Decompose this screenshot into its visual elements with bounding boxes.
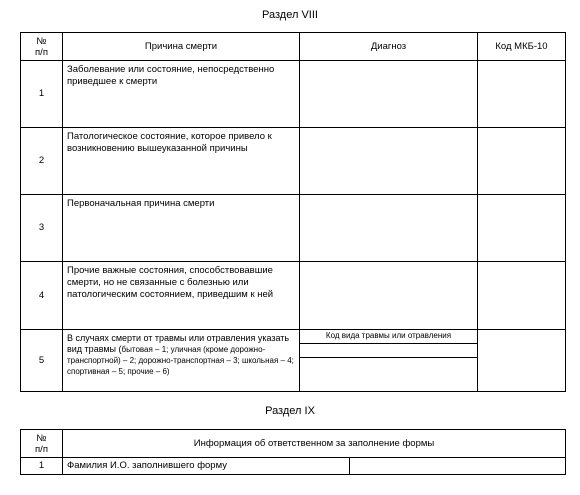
row-cause-trauma (63, 330, 300, 392)
row-number: 1 (21, 458, 63, 475)
header-num: № п/п (21, 430, 63, 458)
responsible-name-cell[interactable] (350, 458, 566, 475)
table-row (21, 61, 566, 128)
row-cause: Прочие важные состояния, способствовавшие смерти, но не связанные с болезнью или патологическим состоянием, приведшим к ней (63, 262, 300, 330)
diagnosis-cell[interactable] (300, 262, 478, 330)
table-row (21, 262, 566, 330)
trauma-code-label: Код вида травмы или отравления (300, 330, 477, 344)
section-title-viii: Раздел VIII (262, 9, 318, 21)
diagnosis-cell[interactable] (300, 128, 478, 195)
row-cause: Первоначальная причина смерти (63, 195, 300, 262)
diagnosis-cell[interactable] (300, 61, 478, 128)
trauma-types: бытовая – 1; уличная (кроме дорожно-транспортной) – 2; дорожно-транспортная – 3; школьная – 4; спортивная – 5; прочие – 6) (67, 345, 294, 376)
row-label: Фамилия И.О. заполнившего форму (63, 458, 350, 475)
row-number: 4 (21, 262, 63, 330)
trauma-code-cell (300, 330, 478, 392)
icd-code-cell[interactable] (478, 195, 566, 262)
header-cause: Причина смерти (63, 33, 300, 61)
icd-code-cell[interactable] (478, 128, 566, 195)
table-row (21, 195, 566, 262)
table-row (21, 330, 566, 392)
trauma-instruction: В случаях смерти от травмы или отравления указать вид травмы ( (67, 333, 290, 354)
row-number: 1 (21, 61, 63, 128)
icd-code-cell[interactable] (478, 330, 566, 392)
header-info: Информация об ответственном за заполнение формы (63, 430, 566, 458)
row-cause: Заболевание или состояние, непосредственно приведшее к смерти (63, 61, 300, 128)
icd-code-cell[interactable] (478, 61, 566, 128)
row-number: 2 (21, 128, 63, 195)
table-row (21, 128, 566, 195)
row-number: 3 (21, 195, 63, 262)
responsible-person-table (20, 429, 566, 475)
table-header-row (21, 33, 566, 61)
cause-of-death-table (20, 32, 566, 392)
header-icd-code: Код МКБ-10 (478, 33, 566, 61)
row-number: 5 (21, 330, 63, 392)
header-diagnosis: Диагноз (300, 33, 478, 61)
table-header-row (21, 430, 566, 458)
row-cause: Патологическое состояние, которое привело к возникновению вышеуказанной причины (63, 128, 300, 195)
icd-code-cell[interactable] (478, 262, 566, 330)
section-title-ix: Раздел IX (265, 405, 315, 417)
header-num: № п/п (21, 33, 63, 61)
trauma-code-input[interactable] (300, 344, 477, 358)
diagnosis-cell[interactable] (300, 195, 478, 262)
table-row (21, 458, 566, 475)
